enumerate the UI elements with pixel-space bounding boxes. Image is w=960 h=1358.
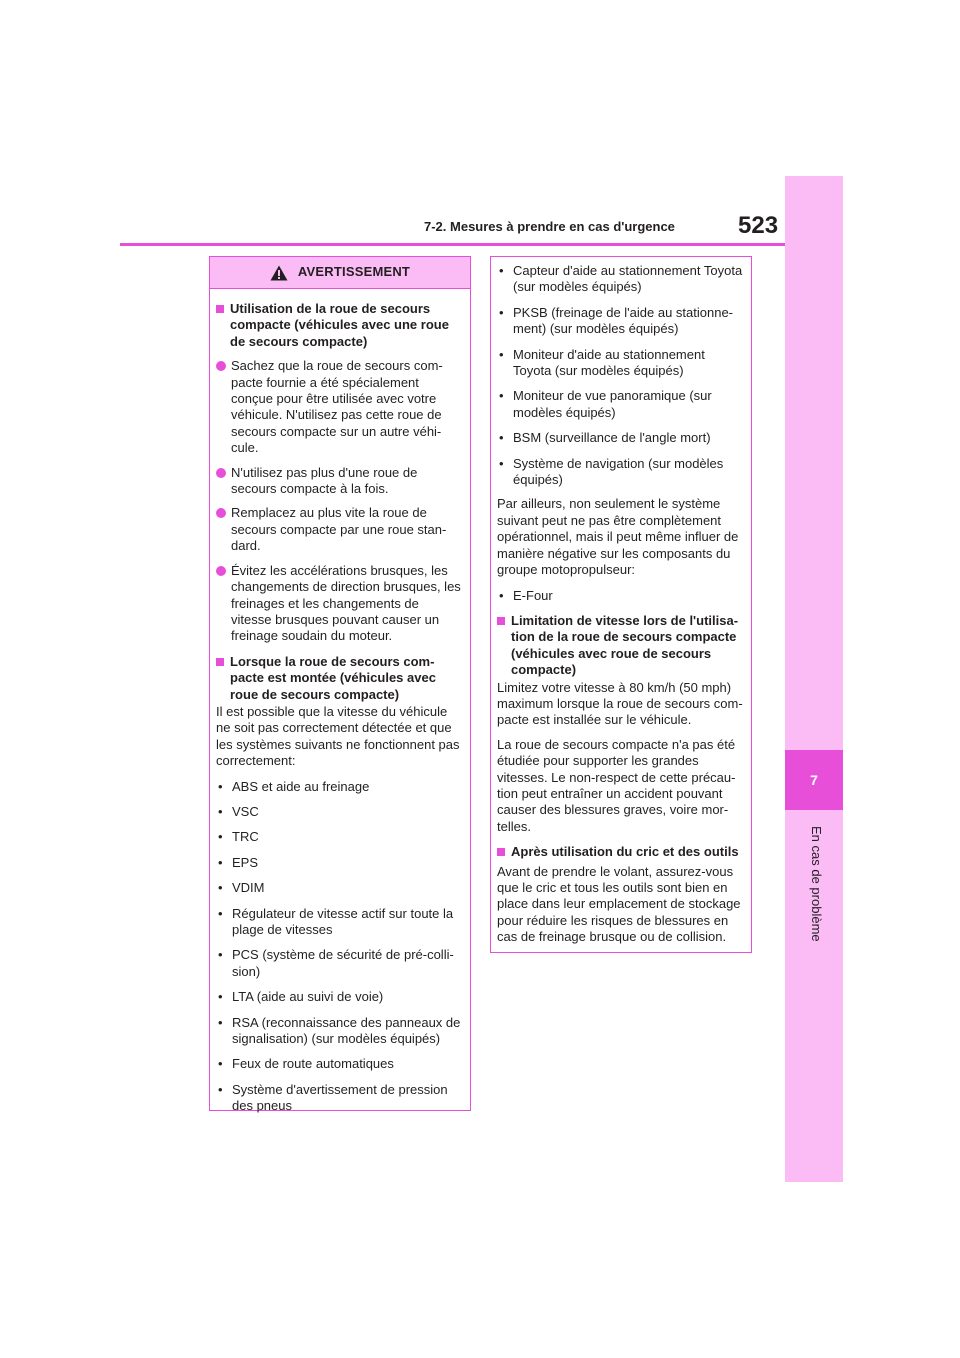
list-item: • VSC <box>218 803 259 819</box>
circle-bullet-icon <box>216 566 226 576</box>
warning-header <box>210 257 470 289</box>
circle-bullet-icon <box>216 468 226 478</box>
dot-item: Sachez que la roue de secours com-pacte fournie a été spécialement conçue pour être utilisée avec votre véhicule. N'utilisez pas cette roue de secours compacte sur un autre véhi-cule. <box>216 358 462 456</box>
list-item: • PKSB (freinage de l'aide au stationne-ment) (sur modèles équipés) <box>499 304 734 337</box>
paragraph: La roue de secours compacte n'a pas été étudiée pour supporter les grandes vitesses. Le non-respect de cette précau-tion peut entraîner un accident pouvant causer des blessures graves, voire mor-telles. <box>497 736 736 834</box>
dot-item: Remplacez au plus vite la roue de secours compacte par une roue stan-dard. <box>216 505 462 554</box>
list-item: • Système d'avertissement de pression des pneus <box>218 1081 448 1114</box>
warning-box-right <box>490 256 752 953</box>
dot-item: Évitez les accélérations brusques, les changements de direction brusques, les freinages et les changements de vitesse brusques pouvant causer un freinage soudain du moteur. <box>216 563 462 645</box>
list-item: • RSA (reconnaissance des panneaux de signalisation) (sur modèles équipés) <box>218 1014 461 1047</box>
list-item: • Feux de route automatiques <box>218 1056 394 1072</box>
chapter-number: 7 <box>785 750 843 810</box>
paragraph: Par ailleurs, non seulement le système suivant peut ne pas être complètement opérationnel, mais il peut même influer de manière négative sur les composants du groupe motopropulseur: <box>497 496 739 578</box>
page-number: 523 <box>738 212 779 239</box>
square-bullet-icon <box>216 305 224 313</box>
subheading: Limitation de vitesse lors de l'utilisa-tion de la roue de secours compacte (véhicules avec roue de secours compacte) <box>497 613 743 679</box>
circle-bullet-icon <box>216 361 226 371</box>
paragraph: Il est possible que la vitesse du véhicule ne soit pas correctement détectée et que les systèmes suivants ne fonctionnent pas correctement: <box>216 703 460 769</box>
subheading: Utilisation de la roue de secours compacte (véhicules avec une roue de secours compacte) <box>216 301 462 350</box>
warning-content-left <box>210 289 470 1115</box>
list-item: • LTA (aide au suivi de voie) <box>218 989 384 1005</box>
circle-bullet-icon <box>216 508 226 518</box>
square-bullet-icon <box>497 848 505 856</box>
square-bullet-icon <box>216 658 224 666</box>
subheading: Lorsque la roue de secours com-pacte est montée (véhicules avec roue de secours compacte) <box>216 654 462 703</box>
warning-content-right <box>491 257 751 946</box>
header-rule <box>120 243 785 246</box>
list-item: • Régulateur de vitesse actif sur toute la plage de vitesses <box>218 905 454 937</box>
chapter-label: En cas de problème <box>809 826 824 942</box>
paragraph: Limitez votre vitesse à 80 km/h (50 mph) maximum lorsque la roue de secours com-pacte est installée sur le véhicule. <box>497 679 743 728</box>
list-item: • E-Four <box>499 587 553 603</box>
dot-item: N'utilisez pas plus d'une roue de secours compacte à la fois. <box>216 465 462 498</box>
section-title: 7-2. Mesures à prendre en cas d'urgence <box>424 219 675 234</box>
square-bullet-icon <box>497 617 505 625</box>
list-item: • Moniteur d'aide au stationnement Toyota (sur modèles équipés) <box>499 346 705 379</box>
subheading: Après utilisation du cric et des outils <box>497 844 743 860</box>
list-item: • TRC <box>218 829 259 845</box>
list-item: • EPS <box>218 854 259 870</box>
list-item: • VDIM <box>218 880 265 896</box>
list-item: • Capteur d'aide au stationnement Toyota (sur modèles équipés) <box>499 263 743 295</box>
list-item: • ABS et aide au freinage <box>218 778 370 794</box>
chapter-side-tab <box>785 176 843 1182</box>
warning-box-left <box>209 256 471 1114</box>
paragraph: Avant de prendre le volant, assurez-vous que le cric et tous les outils sont bien en place dans leur emplacement de stockage pour réduire les risques de blessures en cas de freinage brusque ou de collision. <box>497 863 741 945</box>
warning-title: AVERTISSEMENT <box>297 264 411 280</box>
list-item: • BSM (surveillance de l'angle mort) <box>499 430 711 446</box>
list-item: • PCS (système de sécurité de pré-colli-sion) <box>218 947 454 979</box>
list-item: • Système de navigation (sur modèles équipés) <box>499 455 724 488</box>
list-item: • Moniteur de vue panoramique (sur modèles équipés) <box>499 388 712 420</box>
warning-triangle-icon <box>270 265 288 281</box>
